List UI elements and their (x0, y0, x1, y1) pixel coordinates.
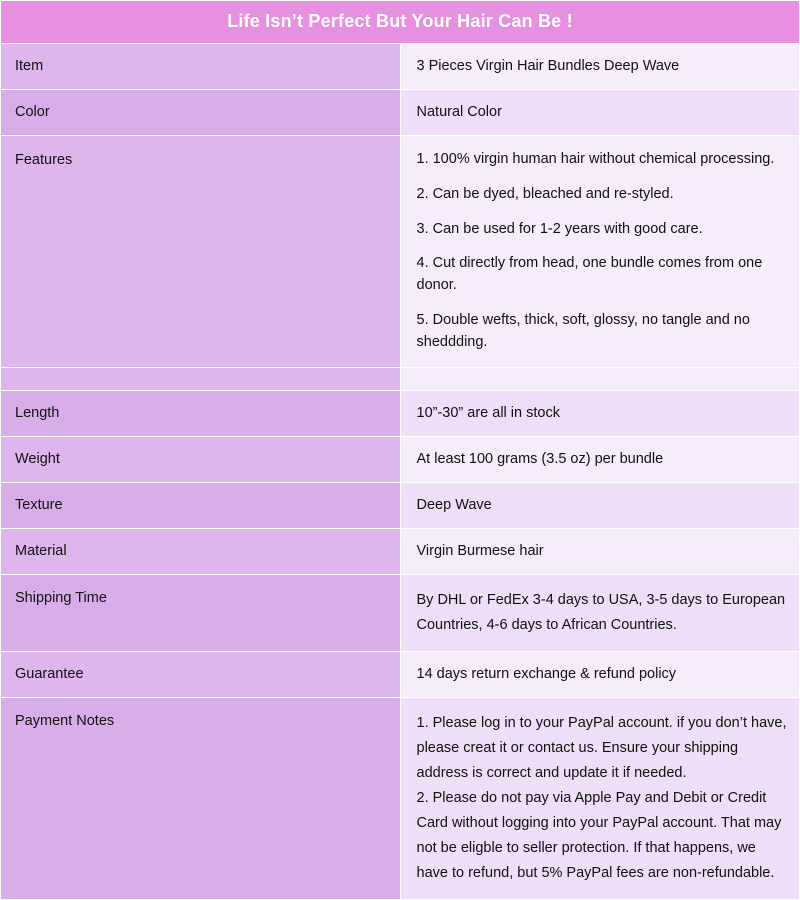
value-guarantee: 14 days return exchange & refund policy (400, 652, 800, 698)
value-features (400, 136, 800, 368)
label-payment-notes: Payment Notes (1, 698, 401, 900)
value-item: 3 Pieces Virgin Hair Bundles Deep Wave (400, 44, 800, 90)
table-row-title (1, 1, 800, 44)
payment-note-1: 1. Please log in to your PayPal account. if you don’t have, please creat it or contact us. Ensure your shipping address is correct and update it if needed. (416, 715, 787, 782)
table-row-texture (1, 483, 800, 529)
value-payment-notes (400, 698, 800, 900)
list-item: 2. Can be dyed, bleached and re-styled. (416, 185, 674, 202)
table-row-weight (1, 437, 800, 483)
banner-title: Life Isn’t Perfect But Your Hair Can Be ! (1, 1, 800, 44)
spacer-label-cell (1, 368, 401, 391)
value-texture: Deep Wave (400, 483, 800, 529)
table-row-guarantee (1, 652, 800, 698)
table-row-item (1, 44, 800, 90)
label-features: Features (1, 136, 401, 368)
value-weight: At least 100 grams (3.5 oz) per bundle (400, 437, 800, 483)
table-row-shipping-time (1, 575, 800, 652)
label-color: Color (1, 90, 401, 136)
table-row-spacer (1, 368, 800, 391)
table-row-payment-notes (1, 698, 800, 900)
value-color: Natural Color (400, 90, 800, 136)
label-item: Item (1, 44, 401, 90)
value-length: 10”-30” are all in stock (400, 391, 800, 437)
label-length: Length (1, 391, 401, 437)
value-material: Virgin Burmese hair (400, 529, 800, 575)
value-shipping-time (400, 575, 800, 652)
table-row-color (1, 90, 800, 136)
label-shipping-time: Shipping Time (1, 575, 401, 652)
shipping-time-text: By DHL or FedEx 3-4 days to USA, 3-5 days to European Countries, 4-6 days to African Countries. (416, 592, 786, 634)
label-texture: Texture (1, 483, 401, 529)
label-weight: Weight (1, 437, 401, 483)
table-row-features (1, 136, 800, 368)
list-item: 5. Double wefts, thick, soft, glossy, no tangle and no sheddding. (416, 311, 750, 350)
label-material: Material (1, 529, 401, 575)
list-item: 1. 100% virgin human hair without chemical processing. (416, 151, 775, 168)
spacer-value-cell (400, 368, 800, 391)
label-guarantee: Guarantee (1, 652, 401, 698)
list-item: 4. Cut directly from head, one bundle comes from one donor. (416, 255, 763, 294)
payment-note-2: 2. Please do not pay via Apple Pay and Debit or Credit Card without logging into your PayPal account. That may not be eligble to seller protection. If that happens, we have to refund, but 5% PayPal fees are non-refundable. (416, 790, 782, 881)
table-row-material (1, 529, 800, 575)
features-list (417, 148, 788, 355)
table-row-length (1, 391, 800, 437)
list-item: 3. Can be used for 1-2 years with good care. (416, 220, 703, 237)
